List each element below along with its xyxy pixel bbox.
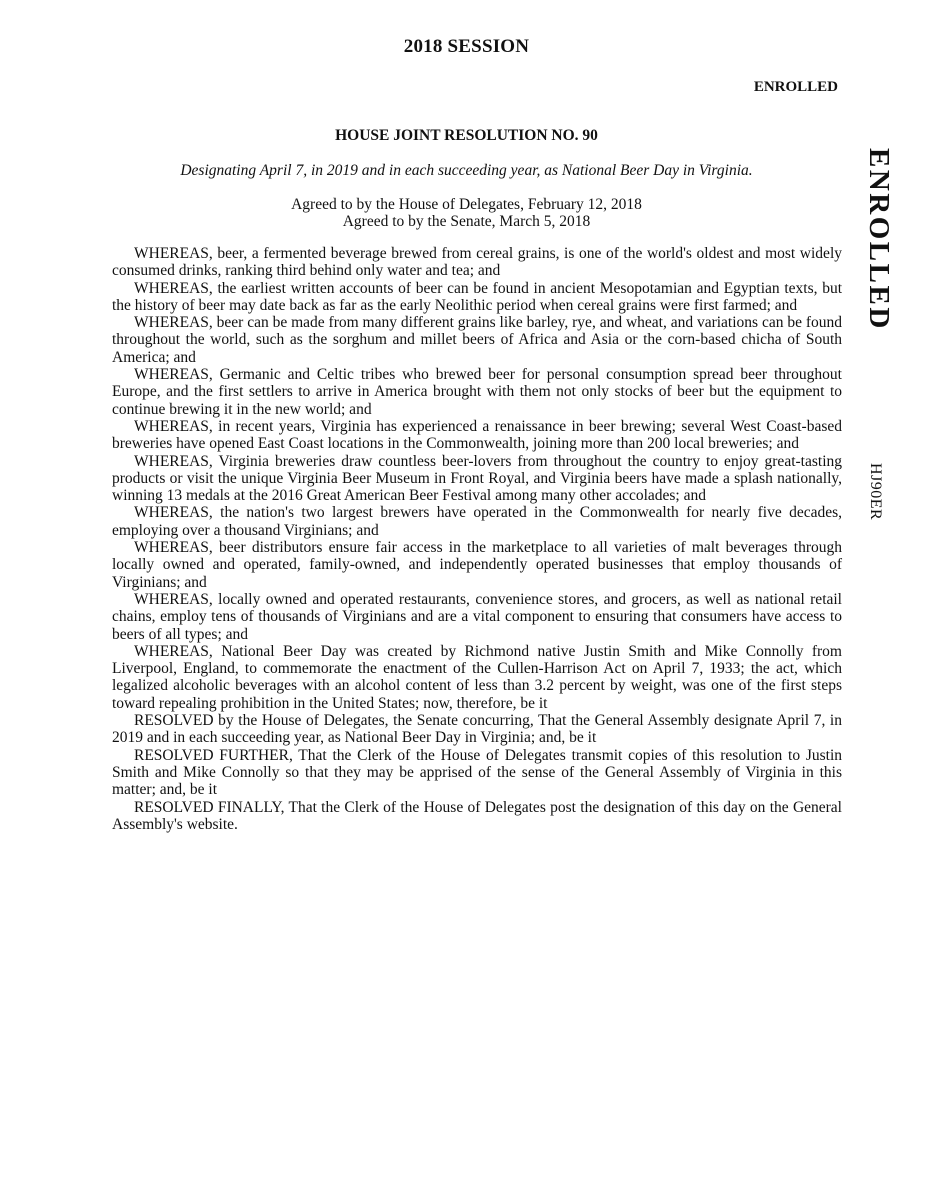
paragraph: WHEREAS, beer can be made from many different grains like barley, rye, and wheat, and variations can be found throughout the world, such as the sorghum and millet beers of Africa and Asia or the corn-based chicha of South America; and	[112, 314, 843, 366]
resolution-title: HOUSE JOINT RESOLUTION NO. 90	[335, 127, 598, 144]
resolution-body	[112, 245, 842, 833]
paragraph: WHEREAS, beer distributors ensure fair access in the marketplace to all varieties of malt beverages through locally owned and operated, family-owned, and independently operated businesses that employ thousands of Virginians; and	[112, 539, 842, 591]
paragraph: WHEREAS, National Beer Day was created by Richmond native Justin Smith and Mike Connolly from Liverpool, England, to commemorate the enactment of the Cullen-Harrison Act on April 7, 1933; the act, which legalized alcoholic beverages with an alcohol content of less than 3.2 percent by weight, was one of the first steps toward repealing prohibition in the United States; now, therefore, be it	[112, 642, 842, 712]
resolution-subtitle: Designating April 7, in 2019 and in each succeeding year, as National Beer Day in Virginia.	[180, 162, 753, 179]
paragraph: WHEREAS, the earliest written accounts of beer can be found in ancient Mesopotamian and Egyptian texts, but the history of beer may date back as far as the early Neolithic period when cereal grains were first farmed; and	[112, 279, 842, 314]
side-enrolled-text: ENROLLED	[863, 148, 895, 331]
session-heading: 2018 SESSION	[403, 36, 530, 57]
paragraph: RESOLVED FINALLY, That the Clerk of the House of Delegates post the designation of this day on the General Assembly's website.	[112, 798, 842, 833]
agreed-senate-line: Agreed to by the Senate, March 5, 2018	[342, 213, 591, 230]
paragraph: WHEREAS, in recent years, Virginia has experienced a renaissance in beer brewing; several West Coast-based breweries have opened East Coast locations in the Commonwealth, joining more than 200 local breweries; and	[112, 417, 842, 453]
document-code	[866, 463, 888, 543]
paragraph: WHEREAS, the nation's two largest brewers have operated in the Commonwealth for nearly five decades, employing over a thousand Virginians; and	[112, 504, 842, 539]
document-code-text: HJ90ER	[867, 463, 884, 521]
enrolled-label: ENROLLED	[753, 79, 838, 95]
paragraph: WHEREAS, beer, a fermented beverage brewed from cereal grains, is one of the world's oldest and most widely consumed drinks, ranking third behind only water and tea; and	[112, 245, 842, 280]
paragraph: WHEREAS, Germanic and Celtic tribes who brewed beer for personal consumption spread beer throughout Europe, and the first settlers to arrive in America brought with them not only stocks of beer but the equipment to continue brewing it in the new world; and	[112, 366, 842, 418]
side-enrolled-stamp	[862, 148, 895, 370]
paragraph: RESOLVED FURTHER, That the Clerk of the House of Delegates transmit copies of this resolution to Justin Smith and Mike Connolly so that they may be apprised of the sense of the General Assembly of Virginia in this matter; and, be it	[112, 746, 842, 799]
paragraph: WHEREAS, Virginia breweries draw countless beer-lovers from throughout the country to enjoy great-tasting products or visit the unique Virginia Beer Museum in Front Royal, and Virginia beers have made a splash nationally, winning 13 medals at the 2016 Great American Beer Festival among many other accolades; and	[112, 452, 842, 505]
paragraph: RESOLVED by the House of Delegates, the Senate concurring, That the General Assembly designate April 7, in 2019 and in each succeeding year, as National Beer Day in Virginia; and, be it	[112, 712, 842, 747]
agreed-house-line: Agreed to by the House of Delegates, February 12, 2018	[291, 196, 642, 213]
agreement-dates	[0, 196, 933, 230]
paragraph: WHEREAS, locally owned and operated restaurants, convenience stores, and grocers, as well as national retail chains, employ tens of thousands of Virginians and are a vital component to ensuring that consumers have access to beers of all types; and	[112, 590, 842, 643]
